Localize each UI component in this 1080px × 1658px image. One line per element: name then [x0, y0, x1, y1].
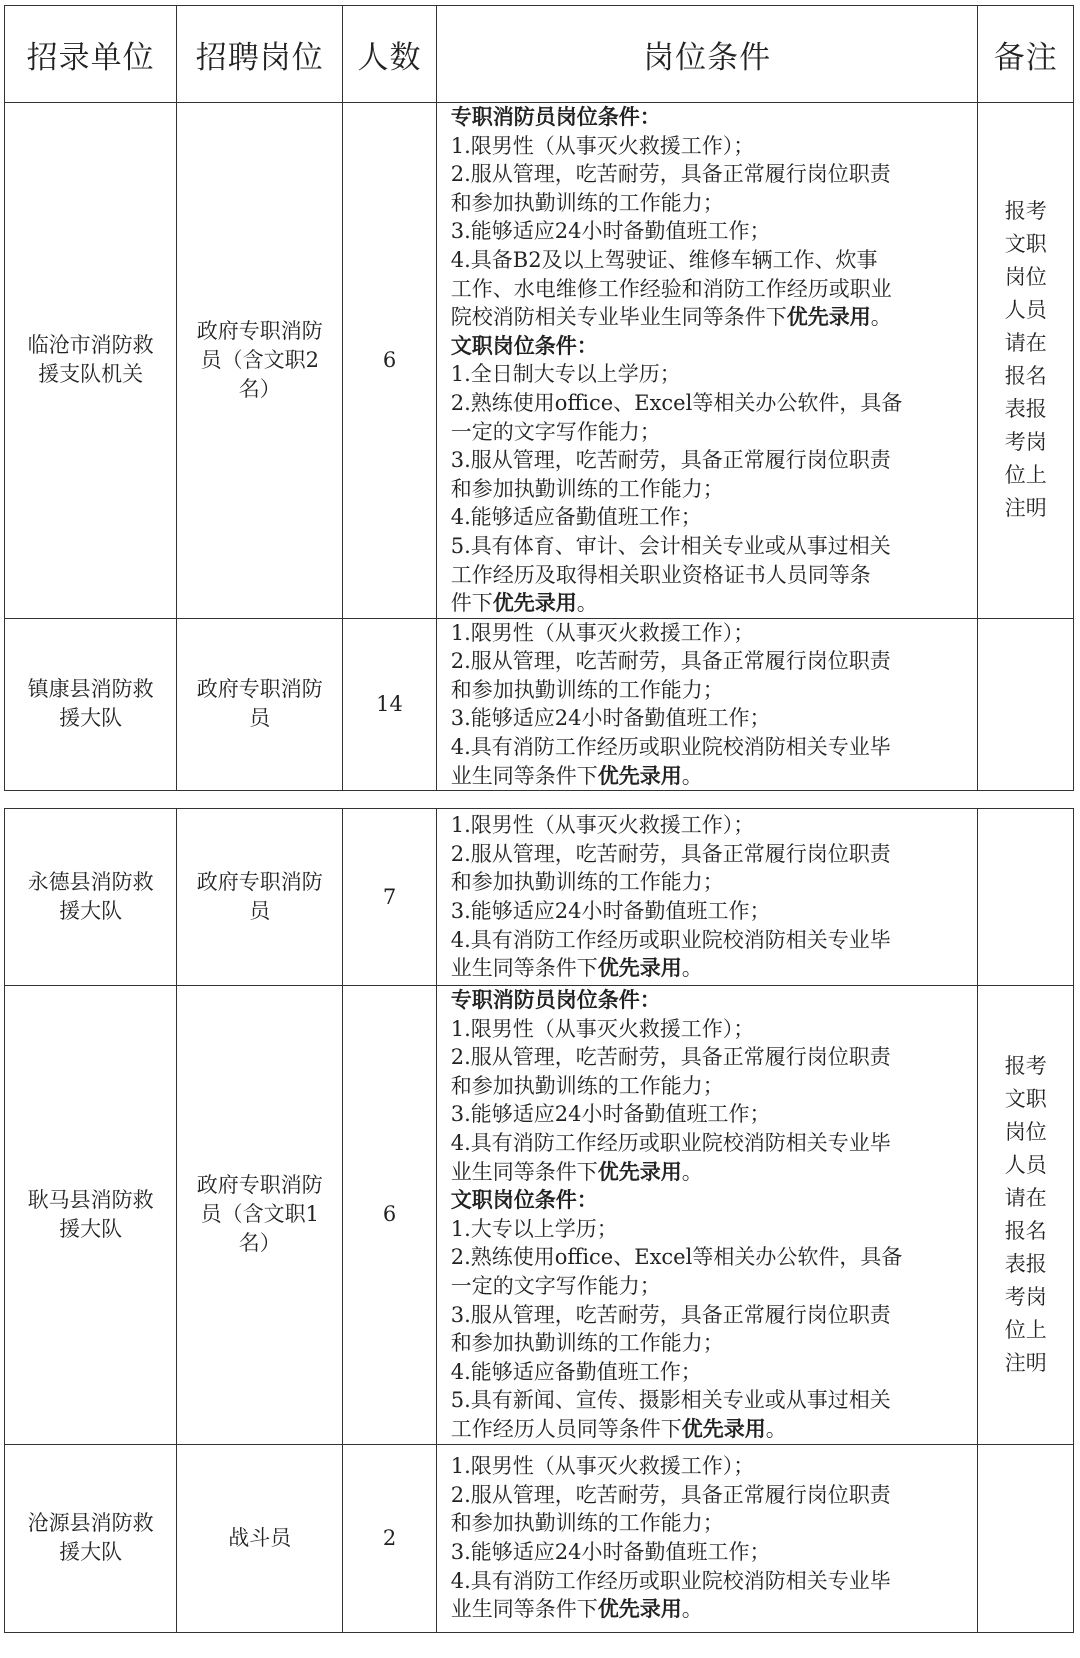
header-note: 备注 [978, 6, 1074, 103]
table-header-row [5, 6, 1074, 103]
condition-line: 4.具有消防工作经历或职业院校消防相关专业毕 [450, 735, 891, 760]
condition-line: 2.服从管理，吃苦耐劳，具备正常履行岗位职责 [450, 841, 891, 866]
conditions-cell [436, 809, 978, 986]
position-cell: 战斗员 [177, 1444, 343, 1632]
table-row [5, 103, 1074, 619]
condition-line: 1.限男性（从事灭火救援工作）； [450, 620, 755, 645]
condition-line: 4.具有消防工作经历或职业院校消防相关专业毕 [450, 927, 891, 952]
conditions-cell [436, 986, 978, 1445]
condition-line: 3.能够适应24小时备勤值班工作； [450, 1102, 771, 1127]
condition-line: 工作经历人员同等条件下优先录用。 [450, 1415, 787, 1441]
count-cell: 7 [343, 809, 436, 986]
condition-line: 一定的文字写作能力； [450, 1273, 661, 1298]
count-cell: 6 [343, 103, 436, 619]
condition-line: 4.具备B2及以上驾驶证、维修车辆工作、炊事 [450, 247, 878, 272]
condition-line: 5.具有新闻、宣传、摄影相关专业或从事过相关 [450, 1388, 891, 1413]
priority-emphasis: 优先录用 [681, 1415, 766, 1441]
condition-line: 和参加执勤训练的工作能力； [450, 1331, 724, 1356]
condition-line: 1.限男性（从事灭火救援工作）； [450, 813, 755, 838]
condition-line: 3.能够适应24小时备勤值班工作； [450, 219, 771, 244]
recruitment-table-part-2 [4, 808, 1074, 1633]
condition-line: 2.服从管理，吃苦耐劳，具备正常履行岗位职责 [450, 1045, 891, 1070]
priority-emphasis: 优先录用 [597, 955, 682, 981]
condition-line: 一定的文字写作能力； [450, 419, 661, 444]
table-row [5, 618, 1074, 791]
condition-line: 业生同等条件下优先录用。 [450, 1596, 703, 1622]
count-cell: 2 [343, 1444, 436, 1632]
condition-line: 和参加执勤训练的工作能力； [450, 870, 724, 895]
condition-line: 3.服从管理，吃苦耐劳，具备正常履行岗位职责 [450, 448, 891, 473]
priority-emphasis: 优先录用 [597, 1158, 682, 1184]
unit-cell: 镇康县消防救援大队 [5, 618, 177, 791]
position-cell: 政府专职消防员 [177, 618, 343, 791]
condition-line: 业生同等条件下优先录用。 [450, 1158, 703, 1184]
condition-line: 3.能够适应24小时备勤值班工作； [450, 706, 771, 731]
priority-emphasis: 优先录用 [492, 590, 577, 616]
position-cell: 政府专职消防员 [177, 809, 343, 986]
table-row [5, 809, 1074, 986]
condition-line: 3.能够适应24小时备勤值班工作； [450, 899, 771, 923]
conditions-cell [436, 103, 978, 619]
condition-line: 业生同等条件下优先录用。 [450, 955, 703, 981]
condition-line: 2.服从管理，吃苦耐劳，具备正常履行岗位职责 [450, 162, 891, 187]
note-cell: 报考文职岗位人员请在报名表报考岗位上注明 [978, 103, 1074, 619]
condition-heading: 专职消防员岗位条件： [450, 987, 661, 1012]
table-row [5, 1444, 1074, 1632]
count-cell: 14 [343, 618, 436, 791]
condition-line: 工作经历及取得相关职业资格证书人员同等条 [450, 562, 871, 587]
unit-cell: 耿马县消防救援大队 [5, 986, 177, 1445]
condition-line: 1.限男性（从事灭火救援工作）； [450, 1016, 755, 1041]
condition-line: 工作、水电维修工作经验和消防工作经历或职业 [450, 276, 892, 301]
table-row [5, 986, 1074, 1445]
conditions-cell [436, 618, 978, 791]
condition-line: 和参加执勤训练的工作能力； [450, 476, 724, 501]
count-cell: 6 [343, 986, 436, 1445]
condition-line: 和参加执勤训练的工作能力； [450, 1511, 724, 1536]
header-position: 招聘岗位 [177, 6, 343, 103]
note-cell: 报考文职岗位人员请在报名表报考岗位上注明 [978, 986, 1074, 1445]
condition-line: 4.能够适应备勤值班工作； [450, 505, 702, 530]
unit-cell: 临沧市消防救援支队机关 [5, 103, 177, 619]
condition-line: 院校消防相关专业毕业生同等条件下优先录用。 [450, 304, 892, 330]
priority-emphasis: 优先录用 [786, 304, 871, 330]
condition-line: 2.服从管理，吃苦耐劳，具备正常履行岗位职责 [450, 649, 891, 674]
conditions-cell [436, 1444, 978, 1632]
note-cell [978, 809, 1074, 986]
condition-line: 和参加执勤训练的工作能力； [450, 190, 724, 215]
priority-emphasis: 优先录用 [597, 762, 682, 788]
header-count: 人数 [343, 6, 436, 103]
note-cell [978, 1444, 1074, 1632]
condition-heading: 专职消防员岗位条件： [450, 104, 661, 129]
header-conditions: 岗位条件 [436, 6, 978, 103]
position-cell: 政府专职消防员（含文职2名） [177, 103, 343, 619]
condition-line: 件下优先录用。 [450, 590, 598, 616]
condition-line: 2.服从管理，吃苦耐劳，具备正常履行岗位职责 [450, 1482, 891, 1507]
position-cell: 政府专职消防员（含文职1名） [177, 986, 343, 1445]
condition-heading: 文职岗位条件： [450, 332, 598, 358]
note-cell [978, 618, 1074, 791]
unit-cell: 永德县消防救援大队 [5, 809, 177, 986]
header-unit: 招录单位 [5, 6, 177, 103]
condition-line: 1.限男性（从事灭火救援工作）； [450, 133, 755, 158]
condition-line: 3.能够适应24小时备勤值班工作； [450, 1540, 771, 1564]
condition-line: 4.具有消防工作经历或职业院校消防相关专业毕 [450, 1568, 891, 1593]
recruitment-table-part-1 [4, 5, 1074, 791]
condition-heading: 文职岗位条件： [450, 1187, 598, 1213]
condition-line: 4.具有消防工作经历或职业院校消防相关专业毕 [450, 1130, 891, 1155]
condition-line: 2.熟练使用office、Excel等相关办公软件，具备 [450, 1245, 903, 1270]
condition-line: 和参加执勤训练的工作能力； [450, 1073, 724, 1098]
condition-line: 1.全日制大专以上学历； [450, 362, 681, 387]
condition-line: 5.具有体育、审计、会计相关专业或从事过相关 [450, 533, 891, 558]
priority-emphasis: 优先录用 [597, 1596, 682, 1622]
condition-line: 1.限男性（从事灭火救援工作）； [450, 1454, 755, 1479]
unit-cell: 沧源县消防救援大队 [5, 1444, 177, 1632]
condition-line: 4.能够适应备勤值班工作； [450, 1359, 702, 1384]
condition-line: 和参加执勤训练的工作能力； [450, 677, 724, 702]
condition-line: 业生同等条件下优先录用。 [450, 762, 703, 788]
condition-line: 1.大专以上学历； [450, 1216, 618, 1241]
condition-line: 3.服从管理，吃苦耐劳，具备正常履行岗位职责 [450, 1302, 891, 1327]
condition-line: 2.熟练使用office、Excel等相关办公软件，具备 [450, 390, 903, 415]
